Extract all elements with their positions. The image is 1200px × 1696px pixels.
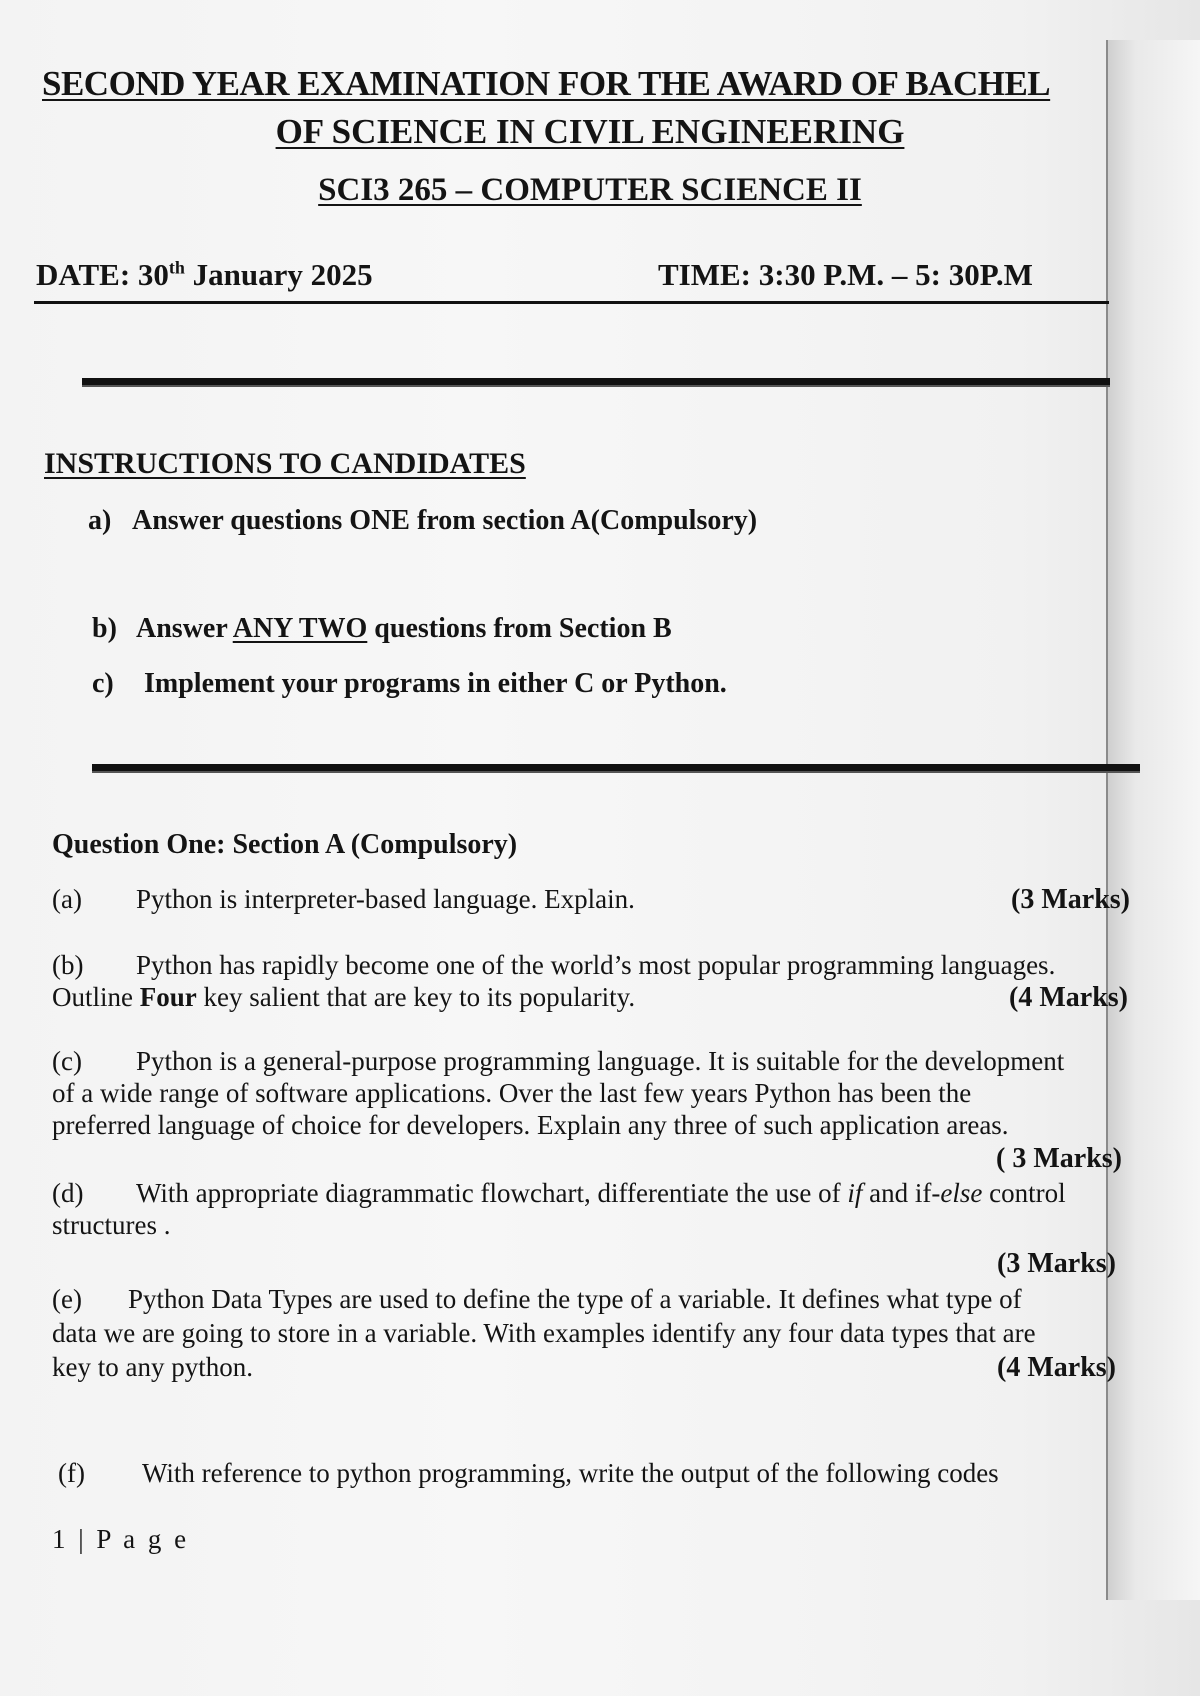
divider-bottom [92, 764, 1140, 773]
question-e-text-line1: Python Data Types are used to define the type of a variable. It defines what type of [128, 1284, 1022, 1314]
instruction-c [92, 668, 727, 700]
instruction-c-text: Implement your programs in either C or Python. [144, 668, 727, 699]
instructions-heading: INSTRUCTIONS TO CANDIDATES [44, 447, 526, 480]
question-a-text: Python is interpreter-based language. Explain. [136, 884, 635, 914]
instruction-a-letter: a) [88, 505, 112, 536]
question-f-text: With reference to python programming, write the output of the following codes [142, 1458, 999, 1488]
section-a-heading: Question One: Section A (Compulsory) [52, 829, 518, 860]
page-edge-shadow [1106, 40, 1200, 1600]
question-d-line1-mid: and if- [862, 1178, 941, 1208]
exam-title-line2 [0, 112, 1180, 152]
header-divider [34, 301, 1109, 304]
date-rest: January 2025 [184, 257, 373, 292]
instruction-b-letter: b) [92, 613, 117, 644]
question-b-letter: (b) [52, 950, 84, 980]
question-b-text-line1: Python has rapidly become one of the world’s most popular programming languages. [136, 950, 1056, 980]
question-a-letter: (a) [52, 884, 82, 914]
question-d-marks: (3 Marks) [997, 1248, 1116, 1279]
exam-time: TIME: 3:30 P.M. – 5: 30P.M [658, 257, 1033, 292]
page-number-footer: 1 | P a g e [52, 1524, 190, 1554]
question-e-letter: (e) [52, 1284, 82, 1314]
course-title-text: SCI3 265 – COMPUTER SCIENCE II [318, 172, 862, 208]
instruction-b-post: questions from Section B [367, 613, 672, 644]
divider-top [82, 378, 1110, 387]
question-c-marks: ( 3 Marks) [996, 1143, 1122, 1174]
exam-date [36, 257, 373, 293]
question-b-marks: (4 Marks) [1009, 982, 1128, 1013]
question-c-line1 [52, 1046, 1064, 1076]
date-label: DATE: 30 [36, 257, 169, 292]
question-e-line2: data we are going to store in a variable. With examples identify any four data types that are [52, 1318, 1036, 1348]
question-a [52, 884, 635, 914]
question-d-line1-pre: With appropriate diagrammatic flowchart, differentiate the use of [136, 1178, 848, 1208]
question-c-line3: preferred language of choice for developers. Explain any three of such application areas. [52, 1110, 1009, 1140]
question-b-line2-post: key salient that are key to its popularity. [196, 982, 636, 1012]
question-e-line1 [52, 1284, 1022, 1314]
question-c-line2: of a wide range of software applications. Over the last few years Python has been the [52, 1078, 972, 1108]
question-c-letter: (c) [52, 1046, 82, 1076]
instruction-c-letter: c) [92, 668, 114, 699]
question-b-line2-emphasis: Four [139, 982, 197, 1012]
instruction-b [92, 613, 672, 645]
exam-title-line2-text: OF SCIENCE IN CIVIL ENGINEERING [275, 112, 905, 151]
instruction-b-emphasis: ANY TWO [232, 613, 368, 644]
date-ordinal: th [168, 257, 185, 278]
question-b-line2 [52, 982, 635, 1012]
question-e-line3: key to any python. [52, 1352, 253, 1382]
instruction-a [88, 505, 757, 537]
question-b-line1 [52, 950, 1055, 980]
question-f-letter: (f) [58, 1458, 85, 1488]
question-b-line2-pre: Outline [52, 982, 140, 1012]
question-e-marks: (4 Marks) [997, 1352, 1116, 1383]
question-d-letter: (d) [52, 1178, 84, 1208]
course-title [0, 172, 1180, 209]
question-c-text-line1: Python is a general-purpose programming language. It is suitable for the development [136, 1046, 1065, 1076]
question-f [58, 1458, 999, 1488]
question-a-marks: (3 Marks) [1011, 884, 1130, 915]
instruction-a-text: Answer questions ONE from section A(Compulsory) [132, 505, 758, 536]
question-d-else: else [940, 1178, 983, 1208]
instruction-b-pre: Answer [136, 613, 233, 644]
question-d-if: if [847, 1178, 863, 1208]
question-d-line1-post: control [982, 1178, 1066, 1208]
question-d-line1 [52, 1178, 1066, 1208]
question-d-line2: structures . [52, 1210, 171, 1240]
exam-title-line1: SECOND YEAR EXAMINATION FOR THE AWARD OF BACHEL [42, 64, 1051, 103]
